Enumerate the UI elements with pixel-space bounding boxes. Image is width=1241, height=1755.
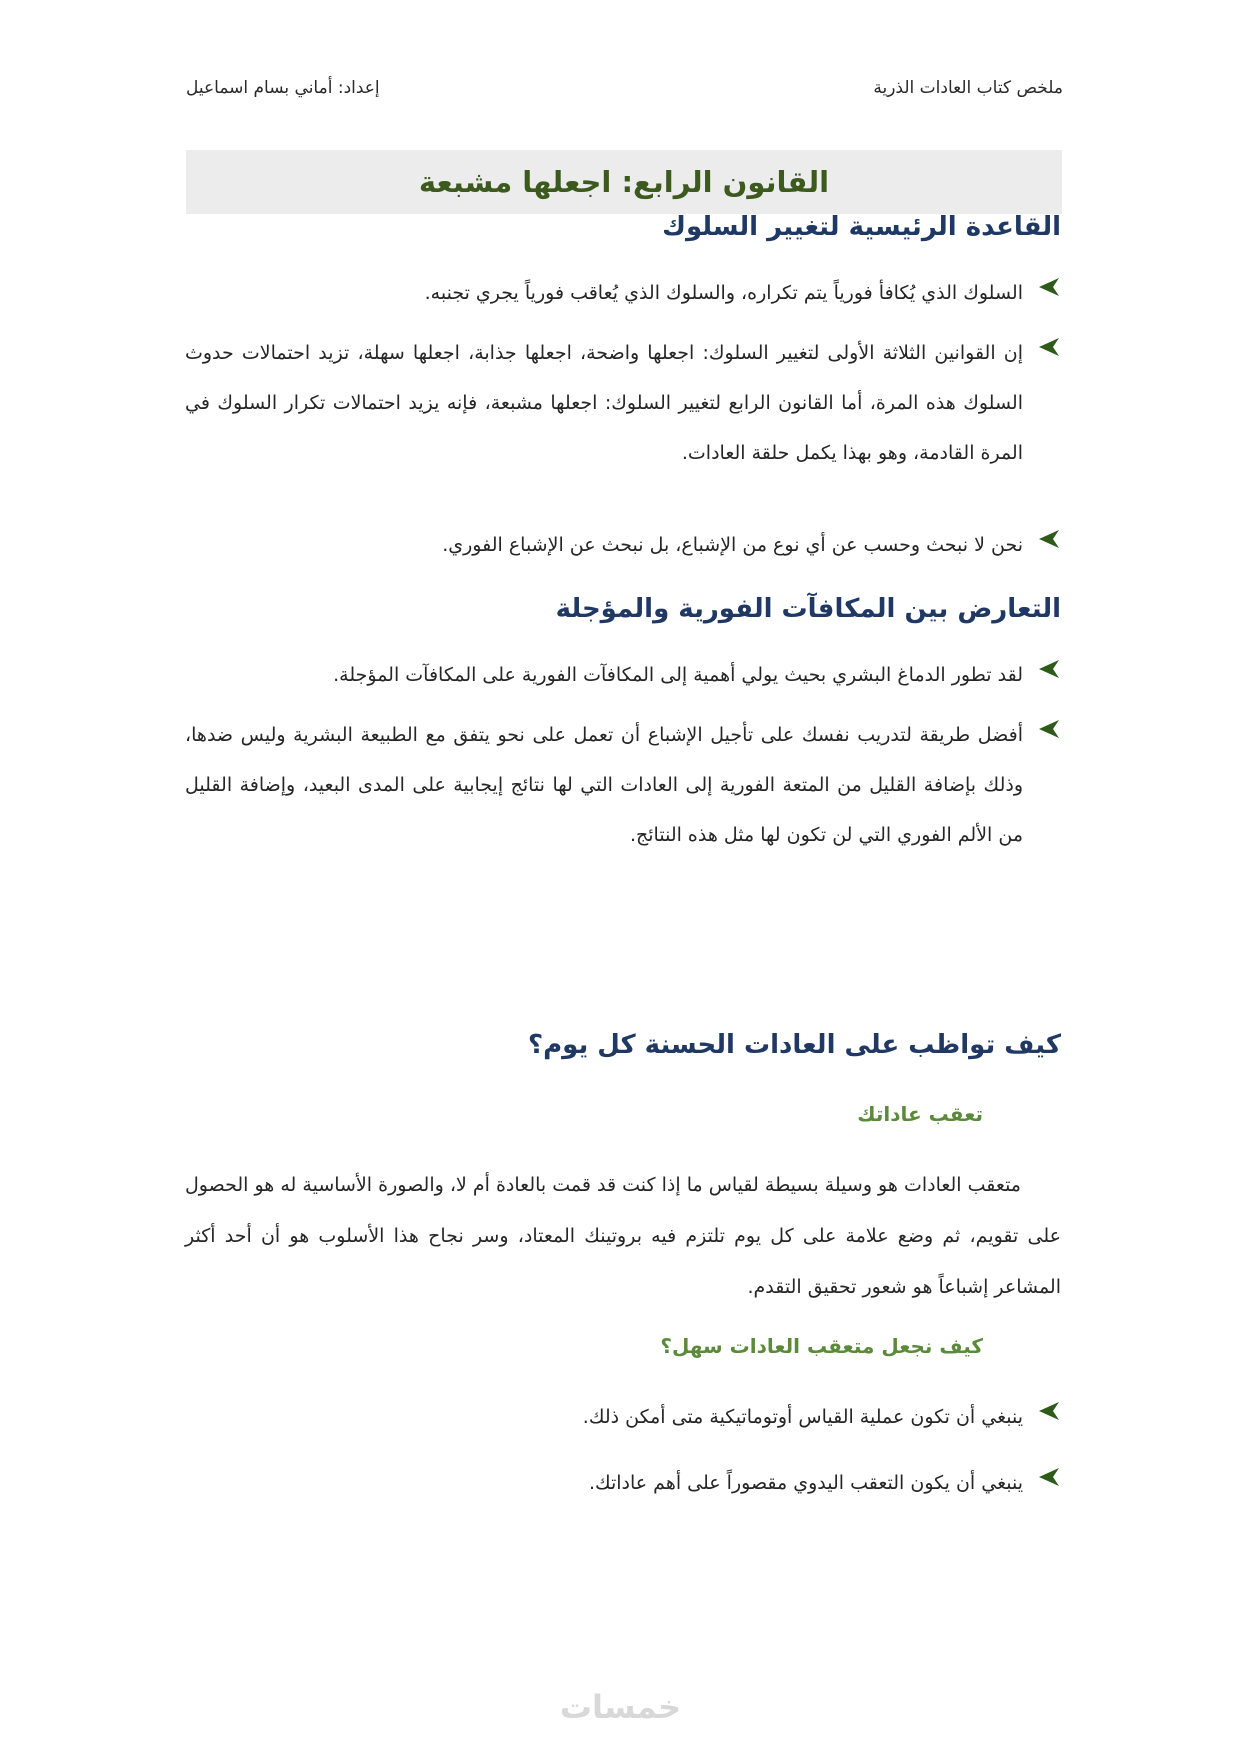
bullet-text: ينبغي أن يكون التعقب اليدوي مقصوراً على أهم عاداتك. [588,1472,1023,1494]
bullet-text: ينبغي أن تكون عملية القياس أوتوماتيكية متى أمكن ذلك. [582,1406,1023,1428]
chapter-title: القانون الرابع: اجعلها مشبعة [418,165,830,199]
bullet-item [185,650,1061,700]
header-book-title: ملخص كتاب العادات الذرية [873,78,1063,98]
arrow-bullet-icon [1037,658,1061,680]
arrow-bullet-icon [1037,528,1061,550]
subheading-easy-tracker: كيف نجعل متعقب العادات سهل؟ [660,1334,983,1358]
section-heading-daily-habits: كيف تواظب على العادات الحسنة كل يوم؟ [528,1030,1061,1060]
bullet-item [185,1392,1061,1442]
arrow-bullet-icon [1037,1400,1061,1422]
bullet-item [185,268,1061,318]
section-heading-rewards-conflict: التعارض بين المكافآت الفورية والمؤجلة [555,594,1061,624]
bullet-item [185,328,1061,478]
bullet-text: لقد تطور الدماغ البشري بحيث يولي أهمية إلى المكافآت الفورية على المكافآت المؤجلة. [333,664,1023,686]
header-author: إعداد: أماني بسام اسماعيل [186,78,380,98]
bullet-text: إن القوانين الثلاثة الأولى لتغيير السلوك: اجعلها واضحة، اجعلها جذابة، اجعلها سهلة، تزيد احتمالات حدوث السلوك هذه المرة، أما القانون الرابع لتغيير السلوك: اجعلها مشبعة، فإنه يزيد احتمالات تكرار السلوك في المرة القادمة، وهو بهذا يكمل حلقة العادات. [185,342,1023,464]
bullet-item [185,520,1061,570]
subheading-track-habits: تعقب عاداتك [857,1102,983,1126]
chapter-banner [186,150,1062,214]
watermark-logo: خمسات [559,1688,682,1726]
paragraph-habit-tracker: متعقب العادات هو وسيلة بسيطة لقياس ما إذا كنت قد قمت بالعادة أم لا، والصورة الأساسية له هو الحصول على تقويم، ثم وضع علامة على كل يوم تلتزم فيه بروتينك المعتاد، وسر نجاح هذا الأسلوب هو أن أحد أكثر المشاعر إشباعاً هو شعور تحقيق التقدم. [185,1174,1061,1298]
bullet-text: أفضل طريقة لتدريب نفسك على تأجيل الإشباع أن تعمل على نحو يتفق مع الطبيعة البشرية وليس ضدها، وذلك بإضافة القليل من المتعة الفورية إلى العادات التي لها نتائج إيجابية على المدى البعيد، وإضافة القليل من الألم الفوري التي لن تكون لها مثل هذه النتائج. [185,724,1023,846]
bullet-item [185,710,1061,860]
arrow-bullet-icon [1037,336,1061,358]
bullet-text: نحن لا نبحث وحسب عن أي نوع من الإشباع، بل نبحث عن الإشباع الفوري. [442,534,1023,556]
arrow-bullet-icon [1037,1466,1061,1488]
bullet-item [185,1458,1061,1508]
arrow-bullet-icon [1037,718,1061,740]
section-heading-main-rule: القاعدة الرئيسية لتغيير السلوك [662,212,1061,242]
arrow-bullet-icon [1037,276,1061,298]
bullet-text: السلوك الذي يُكافأ فورياً يتم تكراره، والسلوك الذي يُعاقب فورياً يجري تجنبه. [424,282,1023,304]
